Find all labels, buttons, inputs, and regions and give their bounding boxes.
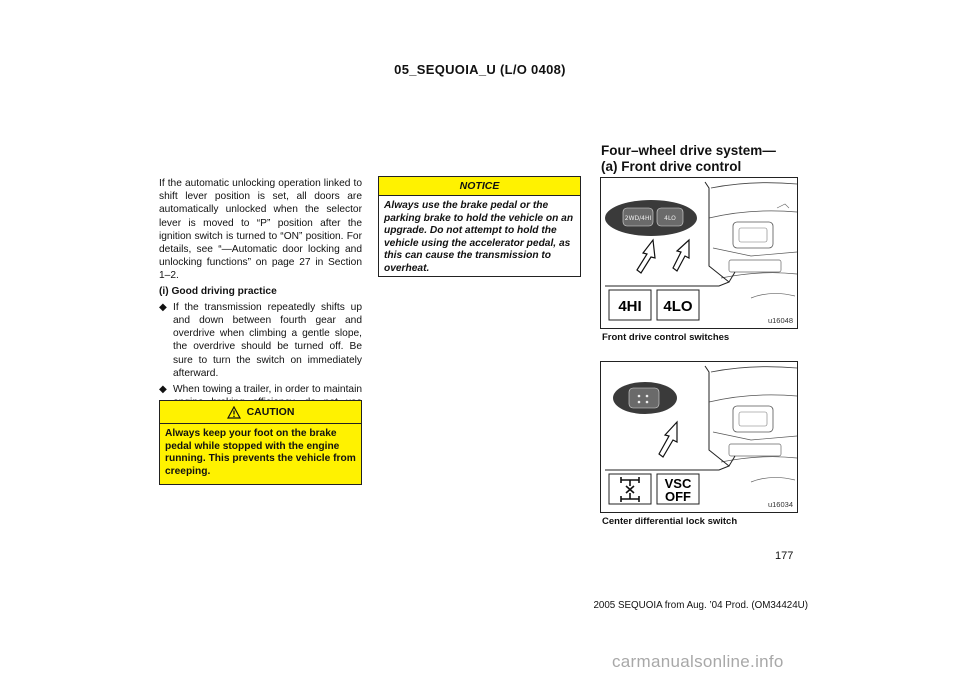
page-footer: 2005 SEQUOIA from Aug. ’04 Prod. (OM34424U) — [593, 600, 808, 611]
center-diff-lock-illustration — [600, 361, 798, 513]
intro-paragraph: If the automatic unlocking operation linked to shift lever position is set, all doors are automatically unlocked when the selector lever is moved to “P” position after the ignition switch is turned to “ON” position. For details, see “—Automatic door locking and unlocking functions” on page 27 in Section 1–2. — [159, 178, 362, 282]
figure-code: u16034 — [767, 500, 793, 509]
indicator-vsc: VSC — [664, 476, 692, 491]
section-heading-line1: Four–wheel drive system— — [601, 143, 776, 158]
caution-text: Always keep your foot on the brake pedal while stopped with the engine running. This prevents the vehicle from creeping. — [165, 428, 356, 477]
dashboard-drawing — [601, 362, 797, 512]
pointer-arrow-icon — [673, 240, 689, 271]
caution-header — [160, 401, 361, 424]
bullet-text: When towing a trailer, in order to maintain — [173, 384, 362, 396]
caution-label: CAUTION — [246, 406, 295, 418]
indicator-4lo: 4LO — [663, 298, 693, 315]
watermark-text: carmanualsonline.info — [612, 652, 784, 671]
list-item — [159, 301, 362, 380]
subheading-good-driving: (i) Good driving practice — [159, 285, 277, 297]
notice-header: NOTICE — [379, 177, 580, 196]
section-heading-line2: (a) Front drive control — [601, 159, 742, 174]
switch-label-2wd4hi: 2WD/4HI — [624, 215, 652, 222]
dashboard-drawing — [601, 178, 797, 328]
pointer-arrow-icon — [659, 422, 677, 457]
figure-code: u16048 — [767, 316, 793, 325]
bullet-text: If the transmission repeatedly shifts up and down between fourth gear and overdrive when climbing a gentle slope, the overdrive should be turned off. Be sure to turn the switch on immediately afterward. — [173, 301, 362, 379]
indicator-4hi: 4HI — [618, 298, 642, 315]
indicator-off: OFF — [665, 489, 691, 504]
page-number: 177 — [775, 550, 794, 562]
notice-text: Always use the brake pedal or the parking brake to hold the vehicle on an upgrade. Do not attempt to hold the vehicle using the accelerator pedal, as this can cause the transmission to overheat. — [384, 200, 574, 274]
switch-label-4lo: 4LO — [664, 215, 676, 222]
figure-caption: Front drive control switches — [602, 332, 730, 343]
notice-box — [378, 176, 581, 277]
section-heading — [601, 143, 821, 175]
bullet-icon: ◆ — [159, 384, 167, 396]
front-drive-switch-illustration — [600, 177, 798, 329]
caution-box — [159, 400, 362, 485]
warning-triangle-icon — [227, 406, 241, 419]
page-header-title: 05_SEQUOIA_U (L/O 0408) — [394, 62, 566, 77]
bullet-icon: ◆ — [159, 301, 167, 313]
figure-caption: Center differential lock switch — [602, 516, 738, 527]
left-column — [159, 177, 362, 423]
pointer-arrow-icon — [637, 240, 655, 273]
